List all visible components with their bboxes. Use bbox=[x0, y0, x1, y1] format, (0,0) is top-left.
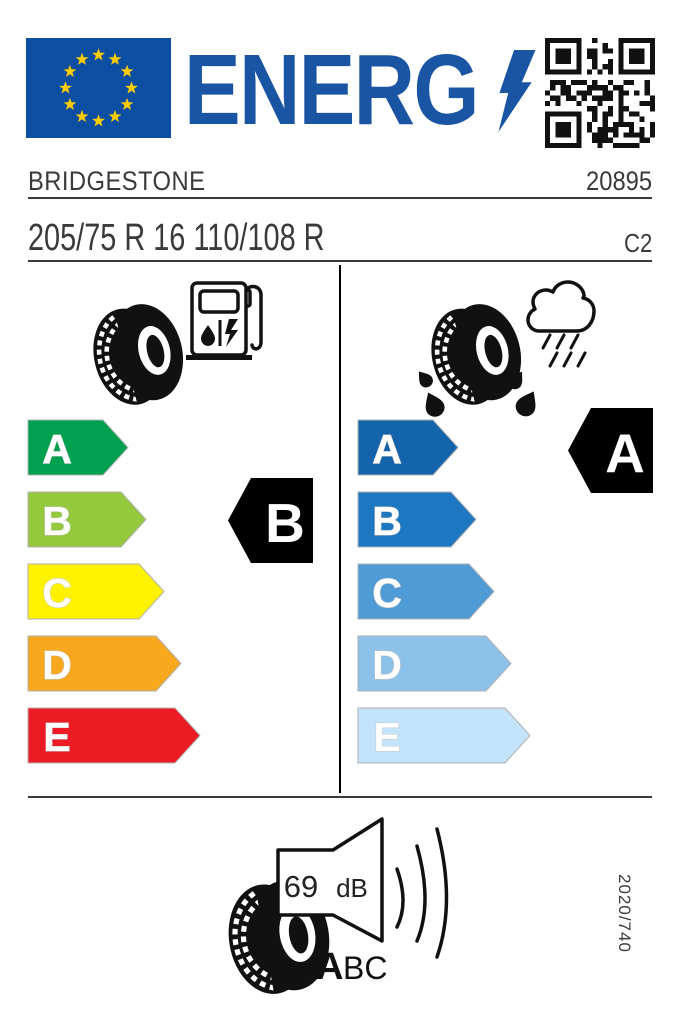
energ-logo-text: ENERG bbox=[184, 34, 478, 146]
divider-line-bottom bbox=[28, 796, 652, 798]
wet-grade-letter-c: C bbox=[372, 570, 402, 616]
regulation-number: 2020/740 bbox=[615, 874, 634, 953]
fuel-tire-icon bbox=[84, 296, 193, 412]
noise-unit: dB bbox=[336, 873, 368, 903]
vehicle-class: C2 bbox=[623, 228, 652, 258]
wet-grip-scale bbox=[358, 408, 653, 763]
fuel-efficiency-scale bbox=[28, 420, 313, 763]
energ-logo bbox=[184, 34, 530, 146]
wet-grade-letter-d: D bbox=[372, 642, 402, 688]
noise-class: A bbox=[316, 946, 344, 988]
eu-flag bbox=[26, 38, 171, 138]
rating-area bbox=[0, 262, 680, 800]
lightning-bolt-icon bbox=[494, 50, 538, 132]
qr-code bbox=[545, 38, 655, 148]
wet-grip-tire-icon bbox=[414, 296, 543, 419]
fuel-grade-letter-e: E bbox=[43, 714, 71, 760]
noise-section bbox=[0, 810, 680, 1020]
rain-lines bbox=[543, 335, 585, 366]
tire-size: 205/75 R 16 110/108 R bbox=[28, 217, 325, 259]
fuel-rating-letter: B bbox=[265, 492, 305, 554]
fuel-grade-letter-a: A bbox=[42, 426, 72, 472]
noise-class-scale: BC bbox=[343, 950, 388, 986]
sound-waves-icon bbox=[397, 829, 447, 957]
rain-cloud-icon bbox=[528, 282, 594, 366]
fuel-pump-icon bbox=[186, 283, 261, 360]
wet-grade-letter-a: A bbox=[372, 426, 402, 472]
divider-line-top bbox=[28, 197, 652, 199]
fuel-grade-letter-c: C bbox=[42, 570, 72, 616]
fuel-grade-letter-b: B bbox=[42, 498, 72, 544]
wet-rating-letter: A bbox=[605, 422, 645, 484]
wet-grade-letter-b: B bbox=[372, 498, 402, 544]
product-code: 20895 bbox=[585, 166, 652, 196]
noise-value: 69 bbox=[283, 869, 319, 904]
fuel-grade-letter-d: D bbox=[42, 642, 72, 688]
brand-name: BRIDGESTONE bbox=[28, 166, 206, 196]
wet-grade-letter-e: E bbox=[373, 714, 401, 760]
